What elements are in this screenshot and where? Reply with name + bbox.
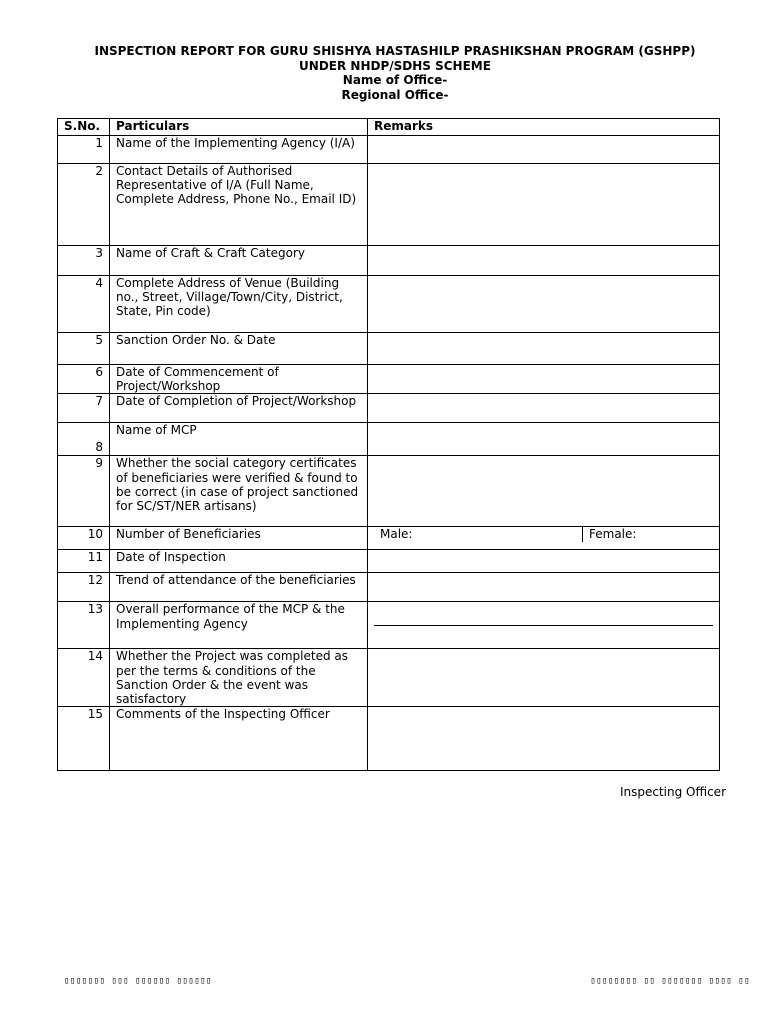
- table-header-row: [58, 119, 720, 136]
- row-particulars: Trend of attendance of the beneficiaries: [110, 573, 368, 602]
- row-sno: 10: [58, 527, 110, 550]
- remarks-field[interactable]: [368, 276, 720, 333]
- row-sno: 9: [58, 456, 110, 527]
- footer-left-text: ▯▯▯▯▯▯▯ ▯▯▯ ▯▯▯▯▯▯ ▯▯▯▯▯▯: [64, 976, 212, 986]
- row-sno: 15: [58, 707, 110, 771]
- remarks-field[interactable]: [368, 707, 720, 771]
- regional-office-label: Regional Office-: [341, 87, 449, 102]
- row-sno: 6: [58, 365, 110, 394]
- remarks-field[interactable]: [368, 365, 720, 394]
- column-header-sno: S.No.: [58, 119, 110, 136]
- row-particulars: Complete Address of Venue (Building no., Street, Village/Town/City, District, State, Pin code): [110, 276, 368, 333]
- row-particulars: Overall performance of the MCP & the Implementing Agency: [110, 602, 368, 649]
- table-row: [58, 164, 720, 246]
- remarks-field[interactable]: [368, 573, 720, 602]
- table-row: [58, 276, 720, 333]
- remarks-field[interactable]: [374, 602, 713, 626]
- footer-right-text: ▯▯▯▯▯▯▯▯ ▯▯ ▯▯▯▯▯▯▯ ▯▯▯▯ ▯▯: [590, 976, 750, 986]
- remarks-field[interactable]: [368, 394, 720, 423]
- row-particulars: Whether the Project was completed as per the terms & conditions of the Sanction Order & the event was satisfactory: [110, 649, 368, 707]
- remarks-field[interactable]: [368, 550, 720, 573]
- table-row: [58, 456, 720, 527]
- column-header-remarks: Remarks: [368, 119, 720, 136]
- row-particulars: Date of Completion of Project/Workshop: [110, 394, 368, 423]
- row-particulars: Whether the social category certificates of beneficiaries were verified & found to be correct (in case of project sanctioned for SC/ST/NER artisans): [110, 456, 368, 527]
- table-row: [58, 246, 720, 276]
- row-particulars: Sanction Order No. & Date: [110, 333, 368, 365]
- male-count-field[interactable]: Male:: [374, 527, 583, 541]
- row-particulars: Name of Craft & Craft Category: [110, 246, 368, 276]
- report-title: INSPECTION REPORT FOR GURU SHISHYA HASTASHILP PRASHIKSHAN PROGRAM (GSHPP): [94, 44, 696, 58]
- row-sno: 1: [58, 136, 110, 164]
- table-row: [58, 365, 720, 394]
- row-sno: 5: [58, 333, 110, 365]
- remarks-field[interactable]: [368, 456, 720, 527]
- remarks-field[interactable]: [368, 649, 720, 707]
- office-name-label: Name of Office-: [342, 73, 448, 87]
- table-row: [58, 394, 720, 423]
- row-sno: 2: [58, 164, 110, 246]
- row-particulars: Date of Commencement of Project/Workshop: [110, 365, 368, 394]
- performance-remarks: [368, 602, 720, 649]
- column-header-particulars: Particulars: [110, 119, 368, 136]
- female-count-field[interactable]: Female:: [589, 527, 637, 542]
- table-row: [58, 573, 720, 602]
- table-row: [58, 333, 720, 365]
- remarks-field[interactable]: [368, 423, 720, 456]
- row-sno: 4: [58, 276, 110, 333]
- report-header: [40, 44, 750, 102]
- row-particulars: Comments of the Inspecting Officer: [110, 707, 368, 771]
- table-row: [58, 527, 720, 550]
- table-row: [58, 649, 720, 707]
- table-row: [58, 136, 720, 164]
- inspection-table: [57, 118, 720, 771]
- remarks-field[interactable]: [368, 136, 720, 164]
- row-sno: 11: [58, 550, 110, 573]
- remarks-field[interactable]: [368, 164, 720, 246]
- row-sno: 8: [58, 423, 110, 456]
- beneficiaries-remarks: [368, 527, 720, 550]
- row-particulars: Date of Inspection: [110, 550, 368, 573]
- table-row: [58, 423, 720, 456]
- report-subtitle: UNDER NHDP/SDHS SCHEME: [299, 58, 491, 73]
- row-sno: 13: [58, 602, 110, 649]
- table-row: [58, 602, 720, 649]
- row-sno: 14: [58, 649, 110, 707]
- table-row: [58, 550, 720, 573]
- row-sno: 3: [58, 246, 110, 276]
- row-particulars: Number of Beneficiaries: [110, 527, 368, 550]
- row-particulars: Name of MCP: [110, 423, 368, 456]
- table-row: [58, 707, 720, 771]
- inspecting-officer-signature: Inspecting Officer: [619, 785, 726, 799]
- row-sno: 7: [58, 394, 110, 423]
- row-particulars: Name of the Implementing Agency (I/A): [110, 136, 368, 164]
- row-sno: 12: [58, 573, 110, 602]
- row-particulars: Contact Details of Authorised Representative of I/A (Full Name, Complete Address, Phone No., Email ID): [110, 164, 368, 246]
- remarks-field[interactable]: [368, 246, 720, 276]
- remarks-field[interactable]: [368, 333, 720, 365]
